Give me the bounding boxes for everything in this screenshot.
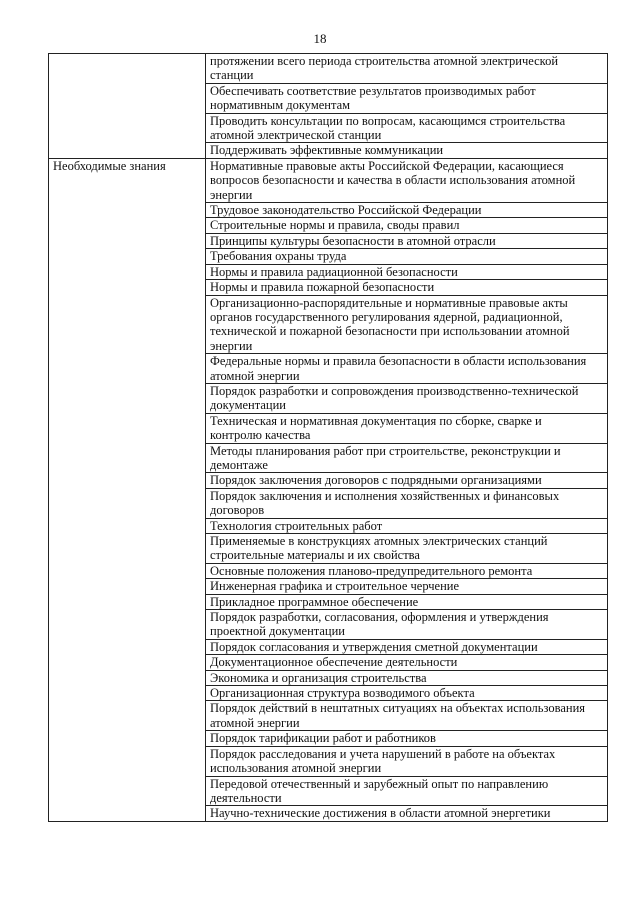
requirement-item-cell: Применяемые в конструкциях атомных электрических станций строительные материалы и их свойства — [206, 534, 608, 564]
requirement-item-cell: Передовой отечественный и зарубежный опыт по направлению деятельности — [206, 776, 608, 806]
requirement-item-cell: Порядок разработки, согласования, оформления и утверждения проектной документации — [206, 610, 608, 640]
section-label-cell: Необходимые знания — [49, 158, 206, 821]
requirement-item-cell: Требования охраны труда — [206, 249, 608, 264]
requirement-item-cell: Организационная структура возводимого объекта — [206, 686, 608, 701]
requirement-item-cell: Порядок действий в нештатных ситуациях на объектах использования атомной энергии — [206, 701, 608, 731]
requirement-item-cell: Порядок согласования и утверждения сметной документации — [206, 639, 608, 654]
section-label-cell — [49, 54, 206, 159]
requirement-item-cell: Порядок заключения договоров с подрядными организациями — [206, 473, 608, 488]
requirement-item-cell: Методы планирования работ при строительстве, реконструкции и демонтаже — [206, 443, 608, 473]
requirement-item-cell: Поддерживать эффективные коммуникации — [206, 143, 608, 158]
requirement-item-cell: Инженерная графика и строительное черчение — [206, 579, 608, 594]
table-row — [49, 158, 608, 202]
requirement-item-cell: Техническая и нормативная документация по сборке, сварке и контролю качества — [206, 413, 608, 443]
knowledge-table — [48, 53, 608, 822]
requirement-item-cell: Порядок расследования и учета нарушений в работе на объектах использования атомной энергии — [206, 746, 608, 776]
requirement-item-cell: Порядок заключения и исполнения хозяйственных и финансовых договоров — [206, 488, 608, 518]
requirement-item-cell: Основные положения планово-предупредительного ремонта — [206, 563, 608, 578]
requirement-item-cell: Прикладное программное обеспечение — [206, 594, 608, 609]
requirement-item-cell: Документационное обеспечение деятельности — [206, 655, 608, 670]
requirement-item-cell: Научно-технические достижения в области атомной энергетики — [206, 806, 608, 821]
requirement-item-cell: Нормы и правила радиационной безопасности — [206, 264, 608, 279]
requirement-item-cell: Порядок разработки и сопровождения производственно-технической документации — [206, 383, 608, 413]
requirement-item-cell: Нормативные правовые акты Российской Федерации, касающиеся вопросов безопасности и качества в области использования атомной энергии — [206, 158, 608, 202]
page-number: 18 — [313, 31, 327, 46]
requirement-item-cell: Экономика и организация строительства — [206, 670, 608, 685]
table-row — [49, 54, 608, 84]
requirement-item-cell: Обеспечивать соответствие результатов производимых работ нормативным документам — [206, 83, 608, 113]
requirement-item-cell: Технология строительных работ — [206, 518, 608, 533]
requirement-item-cell: Нормы и правила пожарной безопасности — [206, 280, 608, 295]
requirement-item-cell: Организационно-распорядительные и нормативные правовые акты органов государственного регулирования ядерной, радиационной, технической и пожарной безопасности при использовании атомной энергии — [206, 295, 608, 354]
table-body — [49, 54, 608, 822]
requirement-item-cell: Принципы культуры безопасности в атомной отрасли — [206, 233, 608, 248]
requirement-item-cell: Трудовое законодательство Российской Федерации — [206, 203, 608, 218]
requirement-item-cell: Строительные нормы и правила, своды правил — [206, 218, 608, 233]
requirement-item-cell: Федеральные нормы и правила безопасности в области использования атомной энергии — [206, 354, 608, 384]
requirement-item-cell: Порядок тарификации работ и работников — [206, 731, 608, 746]
requirement-item-cell: протяжении всего периода строительства атомной электрической станции — [206, 54, 608, 84]
requirement-item-cell: Проводить консультации по вопросам, касающимся строительства атомной электрической станции — [206, 113, 608, 143]
